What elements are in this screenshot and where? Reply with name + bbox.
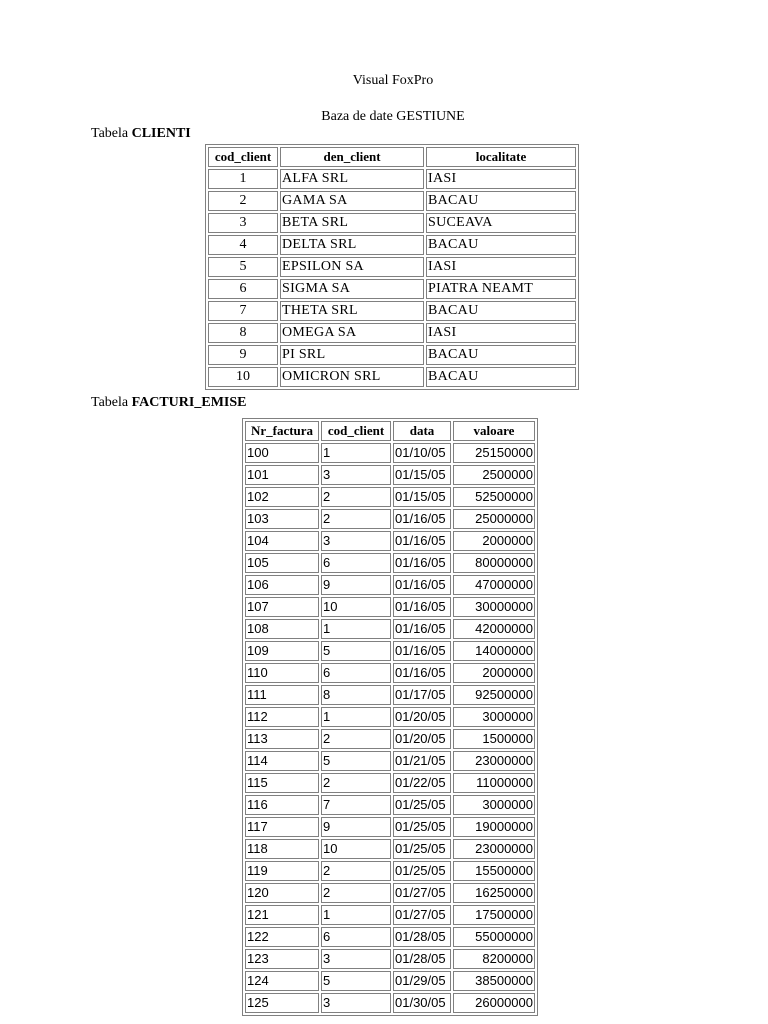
data-cell: 01/15/05 xyxy=(393,487,451,507)
facturi-row xyxy=(245,773,535,793)
valoare-cell: 23000000 xyxy=(453,751,535,771)
database-title: Baza de date GESTIUNE xyxy=(321,109,465,124)
localitate-cell: BACAU xyxy=(426,235,576,255)
clienti-row xyxy=(208,213,576,233)
data-cell: 01/25/05 xyxy=(393,817,451,837)
valoare-cell: 52500000 xyxy=(453,487,535,507)
cod-client-cell: 1 xyxy=(321,905,391,925)
nr-factura-cell: 110 xyxy=(245,663,319,683)
localitate-cell: SUCEAVA xyxy=(426,213,576,233)
nr-factura-cell: 106 xyxy=(245,575,319,595)
nr-factura-cell: 116 xyxy=(245,795,319,815)
facturi-row xyxy=(245,707,535,727)
data-cell: 01/27/05 xyxy=(393,905,451,925)
data-cell: 01/16/05 xyxy=(393,509,451,529)
data-cell: 01/16/05 xyxy=(393,531,451,551)
clienti-col-cod-client: cod_client xyxy=(208,147,278,167)
data-cell: 01/20/05 xyxy=(393,707,451,727)
localitate-cell: BACAU xyxy=(426,367,576,387)
page-title: Visual FoxPro xyxy=(352,73,434,88)
facturi-row xyxy=(245,839,535,859)
facturi-row xyxy=(245,531,535,551)
cod-client-cell: 1 xyxy=(321,443,391,463)
cod-client-cell: 1 xyxy=(321,707,391,727)
facturi-row xyxy=(245,553,535,573)
cod-client-cell: 2 xyxy=(321,773,391,793)
clienti-caption-prefix: Tabela xyxy=(91,126,132,141)
localitate-cell: PIATRA NEAMT xyxy=(426,279,576,299)
cod-client-cell: 10 xyxy=(321,839,391,859)
facturi-row xyxy=(245,729,535,749)
nr-factura-cell: 111 xyxy=(245,685,319,705)
cod-client-cell: 3 xyxy=(321,465,391,485)
valoare-cell: 17500000 xyxy=(453,905,535,925)
facturi-col-nr-factura: Nr_factura xyxy=(245,421,319,441)
cod-client-cell: 3 xyxy=(321,949,391,969)
nr-factura-cell: 112 xyxy=(245,707,319,727)
valoare-cell: 11000000 xyxy=(453,773,535,793)
nr-factura-cell: 114 xyxy=(245,751,319,771)
cod-client-cell: 5 xyxy=(321,751,391,771)
valoare-cell: 2000000 xyxy=(453,531,535,551)
nr-factura-cell: 120 xyxy=(245,883,319,903)
cod-client-cell: 9 xyxy=(321,575,391,595)
facturi-row xyxy=(245,509,535,529)
facturi-row xyxy=(245,597,535,617)
valoare-cell: 14000000 xyxy=(453,641,535,661)
facturi-row xyxy=(245,685,535,705)
localitate-cell: IASI xyxy=(426,169,576,189)
cod-client-cell: 2 xyxy=(321,509,391,529)
valoare-cell: 2000000 xyxy=(453,663,535,683)
facturi-row xyxy=(245,861,535,881)
data-cell: 01/16/05 xyxy=(393,619,451,639)
cod-client-cell: 6 xyxy=(321,553,391,573)
data-cell: 01/25/05 xyxy=(393,839,451,859)
nr-factura-cell: 119 xyxy=(245,861,319,881)
nr-factura-cell: 108 xyxy=(245,619,319,639)
den-client-cell: ALFA SRL xyxy=(280,169,424,189)
cod-client-cell: 1 xyxy=(321,619,391,639)
nr-factura-cell: 124 xyxy=(245,971,319,991)
den-client-cell: PI SRL xyxy=(280,345,424,365)
valoare-cell: 38500000 xyxy=(453,971,535,991)
data-cell: 01/17/05 xyxy=(393,685,451,705)
data-cell: 01/16/05 xyxy=(393,641,451,661)
cod-client-cell: 10 xyxy=(321,597,391,617)
clienti-row xyxy=(208,279,576,299)
nr-factura-cell: 107 xyxy=(245,597,319,617)
valoare-cell: 15500000 xyxy=(453,861,535,881)
facturi-caption xyxy=(91,395,246,411)
valoare-cell: 42000000 xyxy=(453,619,535,639)
nr-factura-cell: 117 xyxy=(245,817,319,837)
clienti-row xyxy=(208,257,576,277)
data-cell: 01/16/05 xyxy=(393,553,451,573)
facturi-col-data: data xyxy=(393,421,451,441)
facturi-header-row xyxy=(245,421,535,441)
cod-client-cell: 2 xyxy=(321,861,391,881)
cod-client-cell: 8 xyxy=(208,323,278,343)
valoare-cell: 19000000 xyxy=(453,817,535,837)
valoare-cell: 23000000 xyxy=(453,839,535,859)
data-cell: 01/22/05 xyxy=(393,773,451,793)
data-cell: 01/16/05 xyxy=(393,575,451,595)
localitate-cell: BACAU xyxy=(426,191,576,211)
data-cell: 01/21/05 xyxy=(393,751,451,771)
valoare-cell: 26000000 xyxy=(453,993,535,1013)
cod-client-cell: 5 xyxy=(321,971,391,991)
nr-factura-cell: 118 xyxy=(245,839,319,859)
valoare-cell: 92500000 xyxy=(453,685,535,705)
cod-client-cell: 3 xyxy=(321,993,391,1013)
cod-client-cell: 3 xyxy=(208,213,278,233)
cod-client-cell: 2 xyxy=(321,883,391,903)
den-client-cell: BETA SRL xyxy=(280,213,424,233)
data-cell: 01/16/05 xyxy=(393,663,451,683)
nr-factura-cell: 113 xyxy=(245,729,319,749)
localitate-cell: IASI xyxy=(426,323,576,343)
den-client-cell: SIGMA SA xyxy=(280,279,424,299)
valoare-cell: 47000000 xyxy=(453,575,535,595)
cod-client-cell: 5 xyxy=(208,257,278,277)
clienti-row xyxy=(208,323,576,343)
den-client-cell: OMICRON SRL xyxy=(280,367,424,387)
data-cell: 01/16/05 xyxy=(393,597,451,617)
cod-client-cell: 2 xyxy=(208,191,278,211)
cod-client-cell: 5 xyxy=(321,641,391,661)
clienti-caption-name: CLIENTI xyxy=(131,126,191,141)
den-client-cell: OMEGA SA xyxy=(280,323,424,343)
den-client-cell: DELTA SRL xyxy=(280,235,424,255)
nr-factura-cell: 109 xyxy=(245,641,319,661)
clienti-row xyxy=(208,367,576,387)
localitate-cell: IASI xyxy=(426,257,576,277)
data-cell: 01/30/05 xyxy=(393,993,451,1013)
valoare-cell: 3000000 xyxy=(453,795,535,815)
den-client-cell: EPSILON SA xyxy=(280,257,424,277)
nr-factura-cell: 125 xyxy=(245,993,319,1013)
facturi-row xyxy=(245,487,535,507)
nr-factura-cell: 100 xyxy=(245,443,319,463)
valoare-cell: 25150000 xyxy=(453,443,535,463)
facturi-row xyxy=(245,971,535,991)
cod-client-cell: 10 xyxy=(208,367,278,387)
data-cell: 01/20/05 xyxy=(393,729,451,749)
cod-client-cell: 6 xyxy=(321,663,391,683)
facturi-row xyxy=(245,663,535,683)
den-client-cell: THETA SRL xyxy=(280,301,424,321)
cod-client-cell: 9 xyxy=(208,345,278,365)
valoare-cell: 80000000 xyxy=(453,553,535,573)
clienti-row xyxy=(208,191,576,211)
facturi-row xyxy=(245,817,535,837)
valoare-cell: 55000000 xyxy=(453,927,535,947)
nr-factura-cell: 103 xyxy=(245,509,319,529)
valoare-cell: 8200000 xyxy=(453,949,535,969)
facturi-row xyxy=(245,751,535,771)
nr-factura-cell: 101 xyxy=(245,465,319,485)
data-cell: 01/25/05 xyxy=(393,795,451,815)
facturi-caption-prefix: Tabela xyxy=(91,395,132,410)
localitate-cell: BACAU xyxy=(426,301,576,321)
facturi-row xyxy=(245,949,535,969)
nr-factura-cell: 102 xyxy=(245,487,319,507)
clienti-table xyxy=(205,144,579,390)
valoare-cell: 3000000 xyxy=(453,707,535,727)
facturi-row xyxy=(245,795,535,815)
valoare-cell: 16250000 xyxy=(453,883,535,903)
facturi-col-cod-client: cod_client xyxy=(321,421,391,441)
valoare-cell: 25000000 xyxy=(453,509,535,529)
clienti-row xyxy=(208,169,576,189)
nr-factura-cell: 122 xyxy=(245,927,319,947)
nr-factura-cell: 104 xyxy=(245,531,319,551)
facturi-row xyxy=(245,993,535,1013)
cod-client-cell: 4 xyxy=(208,235,278,255)
valoare-cell: 2500000 xyxy=(453,465,535,485)
facturi-row xyxy=(245,465,535,485)
facturi-row xyxy=(245,905,535,925)
facturi-row xyxy=(245,575,535,595)
clienti-row xyxy=(208,235,576,255)
cod-client-cell: 2 xyxy=(321,487,391,507)
data-cell: 01/10/05 xyxy=(393,443,451,463)
valoare-cell: 1500000 xyxy=(453,729,535,749)
nr-factura-cell: 123 xyxy=(245,949,319,969)
data-cell: 01/15/05 xyxy=(393,465,451,485)
facturi-row xyxy=(245,927,535,947)
clienti-header-row xyxy=(208,147,576,167)
facturi-row xyxy=(245,619,535,639)
data-cell: 01/27/05 xyxy=(393,883,451,903)
facturi-caption-name: FACTURI_EMISE xyxy=(131,395,247,410)
den-client-cell: GAMA SA xyxy=(280,191,424,211)
cod-client-cell: 6 xyxy=(208,279,278,299)
facturi-row xyxy=(245,443,535,463)
clienti-row xyxy=(208,301,576,321)
cod-client-cell: 7 xyxy=(321,795,391,815)
localitate-cell: BACAU xyxy=(426,345,576,365)
valoare-cell: 30000000 xyxy=(453,597,535,617)
facturi-row xyxy=(245,883,535,903)
facturi-table xyxy=(242,418,538,1016)
facturi-row xyxy=(245,641,535,661)
cod-client-cell: 1 xyxy=(208,169,278,189)
clienti-col-den-client: den_client xyxy=(280,147,424,167)
data-cell: 01/28/05 xyxy=(393,927,451,947)
data-cell: 01/29/05 xyxy=(393,971,451,991)
nr-factura-cell: 121 xyxy=(245,905,319,925)
nr-factura-cell: 115 xyxy=(245,773,319,793)
cod-client-cell: 7 xyxy=(208,301,278,321)
nr-factura-cell: 105 xyxy=(245,553,319,573)
clienti-caption xyxy=(91,126,191,142)
facturi-col-valoare: valoare xyxy=(453,421,535,441)
clienti-col-localitate: localitate xyxy=(426,147,576,167)
cod-client-cell: 8 xyxy=(321,685,391,705)
cod-client-cell: 6 xyxy=(321,927,391,947)
cod-client-cell: 9 xyxy=(321,817,391,837)
data-cell: 01/28/05 xyxy=(393,949,451,969)
clienti-row xyxy=(208,345,576,365)
cod-client-cell: 2 xyxy=(321,729,391,749)
cod-client-cell: 3 xyxy=(321,531,391,551)
data-cell: 01/25/05 xyxy=(393,861,451,881)
